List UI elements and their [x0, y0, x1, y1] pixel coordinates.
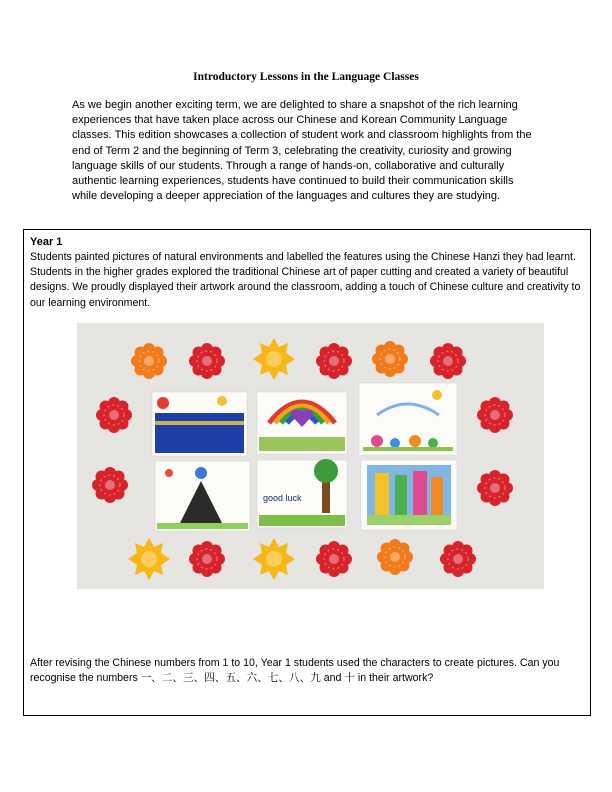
year1-description: Students painted pictures of natural environments and labelled the features using the Chinese Hanzi they had learnt. Students in the higher grades explored the traditional Chinese art of paper cutting and created a variety of beautiful designs. We proudly displayed their artwork around the classroom, adding a touch of Chinese culture and creativity to our learning environment.: [30, 251, 581, 309]
student-drawing-2: [257, 392, 347, 454]
year1-heading: Year 1: [30, 236, 63, 248]
drawing-written-text: good luck: [263, 493, 302, 503]
student-drawing-5: [257, 459, 347, 528]
year1-section: [23, 229, 591, 716]
page-title: Introductory Lessons in the Language Classes: [193, 71, 419, 83]
student-drawing-3: [359, 383, 457, 455]
intro-paragraph: As we begin another exciting term, we are delighted to share a snapshot of the rich learning experiences that have taken place across our Chinese and Korean Community Language classes. This edition showcases a collection of student work and classroom highlights from the end of Term 2 and the beginning of Term 3, celebrating the creativity, curiosity and growing language skills of our students. Through a range of hands-on, collaborative and culturally authentic learning experiences, students have continued to build their communication skills while developing a deeper appreciation of the languages and cultures they are studying.: [72, 99, 532, 203]
artwork-photo: [77, 323, 544, 589]
student-drawing-1: [152, 392, 247, 456]
after-photo-text: After revising the Chinese numbers from 1 to 10, Year 1 students used the characters to create pictures. Can you recognise the numbers 一、二、三、四、五、六、七、八、九 and 十 in their artwork?: [30, 657, 560, 685]
student-drawing-4: [155, 461, 250, 531]
student-drawing-6: [361, 460, 457, 530]
